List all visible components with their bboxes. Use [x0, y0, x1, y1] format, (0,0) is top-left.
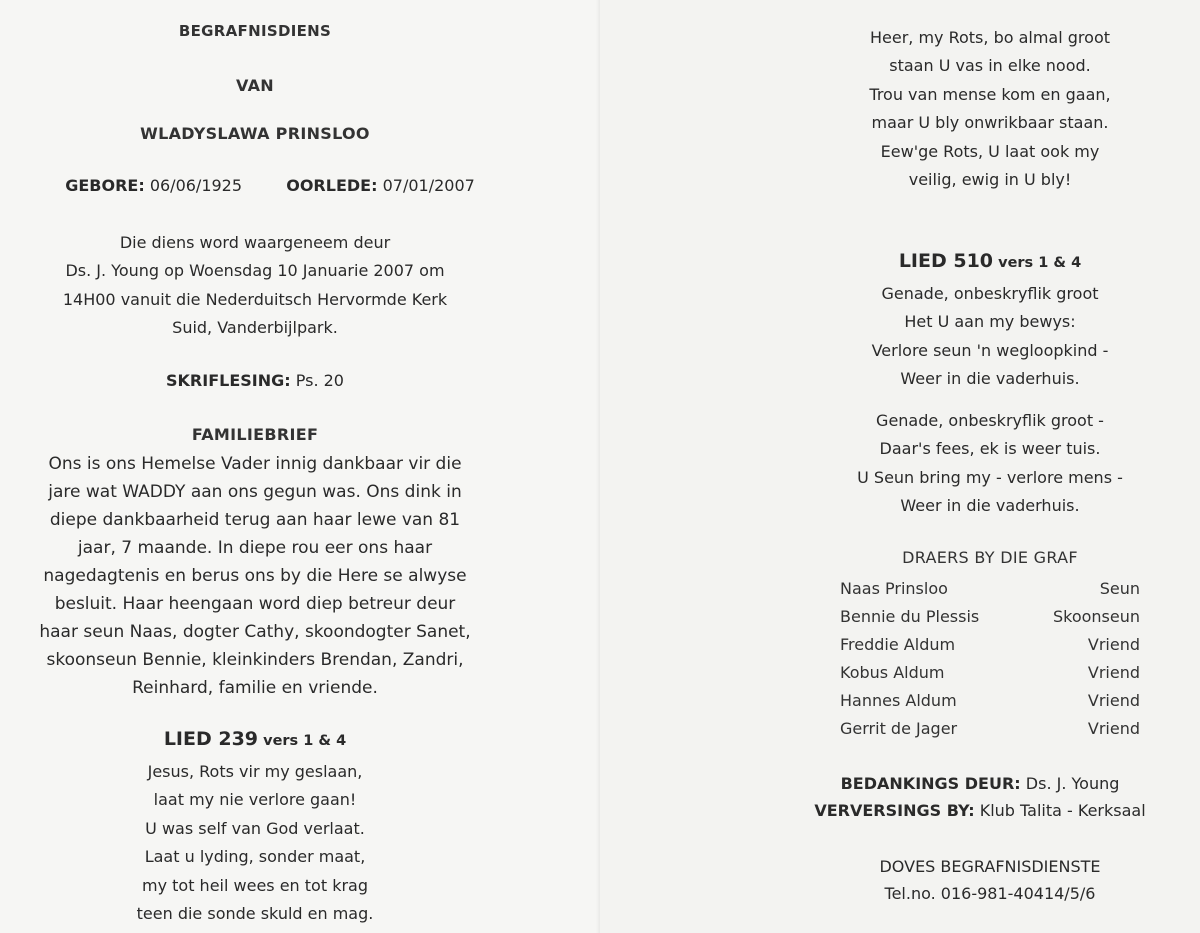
table-row	[840, 686, 1140, 714]
letter-line: diepe dankbaarheid terug aan haar lewe van 81	[49, 510, 461, 530]
thanks-label: BEDANKINGS DEUR:	[840, 774, 1021, 793]
lyric-line: veilig, ewig in U bly!	[908, 170, 1072, 190]
carriers-table	[840, 574, 1140, 742]
deceased-name: WLADYSLAWA PRINSLOO	[140, 124, 370, 143]
reading-value: Ps. 20	[295, 371, 344, 390]
carrier-relation: Skoonseun	[1052, 606, 1140, 626]
hymn-239-title: LIED 239	[163, 728, 259, 750]
dates-line	[0, 172, 540, 200]
lyric-line: Genade, onbeskryflik groot -	[876, 411, 1104, 430]
born-date: 06/06/1925	[149, 176, 243, 195]
lyric-line: Het U aan my bewys:	[904, 312, 1076, 332]
table-row	[840, 574, 1140, 602]
lyric-line: Trou van mense kom en gaan,	[869, 84, 1111, 104]
lyric-line: U was self van God verlaat.	[145, 818, 365, 838]
lyric-line: staan U vas in elke nood.	[889, 56, 1091, 76]
hymn-239-heading	[0, 728, 510, 750]
carrier-name: Hannes Aldum	[840, 690, 957, 710]
lyric-line: Jesus, Rots vir my geslaan,	[147, 762, 363, 781]
hymn-510-stanza-2	[800, 407, 1180, 521]
service-details	[0, 229, 510, 343]
died-date: 07/01/2007	[382, 176, 475, 195]
letter-line: jare wat WADDY aan ons gegun was. Ons dink in	[48, 482, 462, 502]
letter-line: Ons is ons Hemelse Vader innig dankbaar vir die	[48, 454, 462, 474]
hymn-510-verses: vers 1 & 4	[998, 255, 1082, 271]
undertaker-tel: Tel.no. 016-981-40414/5/6	[884, 884, 1096, 903]
carrier-relation: Vriend	[1087, 718, 1140, 738]
table-row	[840, 630, 1140, 658]
thanks-value: Ds. J. Young	[1025, 774, 1120, 793]
table-row	[840, 714, 1140, 742]
lyric-line: Eew'ge Rots, U laat ook my	[880, 141, 1100, 161]
carrier-relation: Vriend	[1087, 662, 1140, 682]
carrier-relation: Vriend	[1087, 634, 1140, 654]
title-line-1: BEGRAFNISDIENS	[178, 22, 332, 40]
carrier-name: Bennie du Plessis	[840, 606, 980, 626]
lyric-line: my tot heil wees en tot krag	[141, 875, 368, 895]
letter-line: jaar, 7 maande. In diepe rou eer ons haar	[77, 538, 433, 558]
hymn-239-verses: vers 1 & 4	[263, 733, 347, 749]
service-line: Ds. J. Young op Woensdag 10 Januarie 2007 om	[65, 261, 445, 281]
lyric-line: U Seun bring my - verlore mens -	[857, 467, 1123, 487]
lyric-line: Heer, my Rots, bo almal groot	[869, 28, 1110, 47]
reading-label: SKRIFLESING:	[166, 371, 291, 390]
lyric-line: Weer in die vaderhuis.	[900, 369, 1080, 389]
thanks-line	[760, 770, 1200, 798]
carrier-name: Gerrit de Jager	[840, 718, 958, 738]
lyric-line: Laat u lyding, sonder maat,	[144, 847, 366, 867]
lyric-line: maar U bly onwrikbaar staan.	[871, 113, 1109, 133]
refresh-value: Klub Talita - Kerksaal	[979, 801, 1146, 820]
carriers-heading: DRAERS BY DIE GRAF	[902, 548, 1078, 567]
refreshments-line	[760, 797, 1200, 825]
hymn-510-title: LIED 510	[898, 250, 994, 272]
carrier-name: Kobus Aldum	[840, 662, 945, 682]
table-row	[840, 602, 1140, 630]
hymn-510-heading	[800, 250, 1180, 272]
carrier-name: Naas Prinsloo	[840, 578, 948, 598]
lyric-line: Genade, onbeskryflik groot	[881, 284, 1099, 303]
letter-line: haar seun Naas, dogter Cathy, skoondogter Sanet,	[39, 622, 471, 642]
table-row	[840, 658, 1140, 686]
letter-line: besluit. Haar heengaan word diep betreur deur	[54, 594, 456, 614]
letter-line: skoonseun Bennie, kleinkinders Brendan, Zandri,	[46, 650, 464, 670]
hymn-239-lyrics	[0, 758, 510, 928]
born-label: GEBORE:	[65, 176, 145, 195]
service-line: Suid, Vanderbijlpark.	[172, 318, 338, 338]
letter-line: nagedagtenis en berus ons by die Here se alwyse	[43, 566, 467, 586]
letter-line: Reinhard, familie en vriende.	[132, 678, 378, 698]
carrier-relation: Seun	[1099, 578, 1140, 598]
refresh-label: VERVERSINGS BY:	[814, 801, 975, 820]
hymn-239-continued	[800, 24, 1180, 194]
undertaker-name: DOVES BEGRAFNISDIENSTE	[879, 857, 1101, 876]
lyric-line: Weer in die vaderhuis.	[900, 496, 1080, 516]
service-line: 14H00 vanuit die Nederduitsch Hervormde Kerk	[62, 289, 448, 309]
lyric-line: Verlore seun 'n wegloopkind -	[871, 340, 1109, 360]
carrier-relation: Vriend	[1087, 690, 1140, 710]
died-label: OORLEDE:	[286, 176, 378, 195]
carrier-name: Freddie Aldum	[840, 634, 956, 654]
scripture-reading	[0, 367, 510, 395]
family-letter	[0, 450, 510, 702]
letter-heading: FAMILIEBRIEF	[191, 425, 319, 444]
lyric-line: Daar's fees, ek is weer tuis.	[879, 439, 1101, 459]
service-line: Die diens word waargeneem deur	[119, 233, 391, 252]
lyric-line: teen die sonde skuld en mag.	[136, 904, 374, 924]
lyric-line: laat my nie verlore gaan!	[153, 790, 357, 810]
hymn-510-stanza-1	[800, 280, 1180, 394]
right-page	[600, 0, 1200, 933]
title-line-2: VAN	[236, 76, 274, 95]
